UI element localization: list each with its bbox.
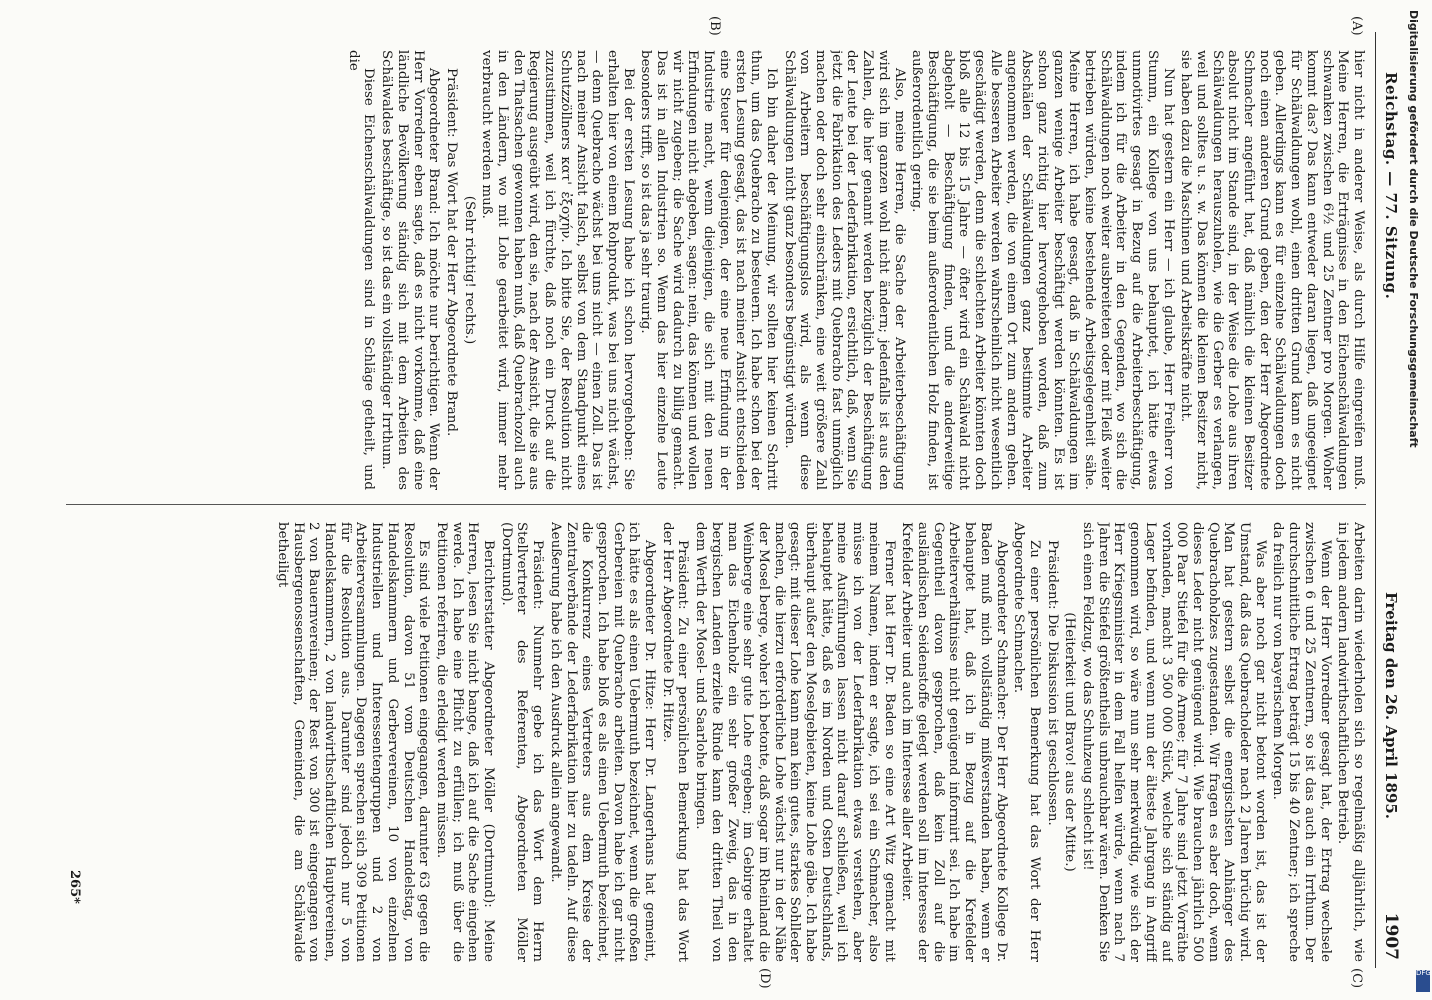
- rotated-newspaper-sheet: [32, 10, 1412, 990]
- paragraph: Arbeiten darin wiederholen sich so regelmäßig alljährlich, wie in jedem andern landwirthschaftlichen Betrieb.: [1335, 522, 1366, 962]
- paragraph: Präsident: Das Wort hat der Herr Abgeordnete Brand.: [443, 68, 459, 437]
- header-page-number: 1907: [1381, 912, 1401, 960]
- paragraph: Wenn der Herr Vorredner gesagt hat, der Ertrag wechsele zwischen 6 und 25 Zentnern, so ist das auch ein Irrthum. Der durchschnittliche Ertrag beträgt 15 bis 40 Zentner; ich spreche da freilich nur von bayerischem Morgen.: [1270, 522, 1333, 962]
- paragraph: Nun hat gestern ein Herr — ich glaube, Herr Freiherr von Stumm, ein Kollege von uns behauptet, ich hätte etwas unmotivirtes gesagt in Bezug auf die Arbeiterbeschäftigung, indem ich für die Arbeiter in den Gegenden, wo sich die Schälwaldungen noch weiter ausbreiteten oder mit Fleiß weiter betrieben würden, keine bestehende Arbeitsgelegenheit sähe. Meine Herren, ich habe gesagt, daß in Schälwaldungen im ganzen wenige Arbeiter beschäftigt werden könnten. Es ist schon ganz richtig hier hervorgehoben worden, daß zum Abschälen der Schälwaldungen ganz bestimmte Arbeiter angenommen werden, die von einem Ort zum andern gehen. Alle besseren Arbeiter werden wahrscheinlich nicht wesentlich geschädigt werden, denn die schlechten Arbeiter könnten doch bloß alle 12 bis 15 Jahre — öfter wird ein Schälwald nicht abgeholt — Beschäftigung finden, und die anderweitige Beschäftigung, die sie beim außerordentlichen Holz finden, ist außerordentlich gering.: [909, 50, 1176, 490]
- dfg-logo-icon: DFG: [1416, 970, 1430, 992]
- column-divider: [66, 504, 1366, 505]
- paragraph: Diese Eichenschälwaldungen sind in Schläge getheilt, und die: [345, 50, 377, 490]
- paragraph: Also, meine Herren, die Sache der Arbeiterbeschäftigung wird sich im ganzen wohl nicht ändern; jedenfalls ist aus den Zahlen, die hier genannt werden bezüglich der Beschäftigung der Leute bei der Lederfabrikation, ersichtlich, daß, wenn Sie jetzt die Fabrikation des Leders mit Quebracho fast unmöglich machen oder doch sehr einschränken, eine weit größere Zahl von Arbeitern beschäftigungslos wird, als wenn diese Schälwaldungen nicht ganz besonders begünstigt würden.: [781, 50, 907, 490]
- paragraph: Bei der ersten Lesung habe ich schon hervorgehoben: Sie erhalten hier von einem Rohprodukt, was bei uns nicht wächst, — denn Quebracho wächst bei uns nicht — einen Zoll. Das ist nach meiner Ansicht falsch, selbst von dem Standpunkt eines Schutzzöllners κατ' ἐξοχήν. Ich bitte Sie, der Resolution nicht zuzustimmen, weil ich fürchte, daß noch ein Druck auf die Regierung ausgeübt wird, den sie, nach der Ansicht, die sie aus den Thatsachen gewonnen haben muß, daß Quebrachozoll auch in den Ländern, wo mit Lohe gearbeitet wird, immer mehr verbraucht werden muß.: [479, 50, 636, 490]
- paragraph: Berichterstatter Abgeordneter Möller (Dortmund): Meine Herren, lesen Sie nicht bange, daß ich auf die Sache eingehen werde. Ich habe eine Pflicht zu erfüllen; ich muß über die Petitionen referiren, die erledigt werden müssen.: [433, 522, 497, 962]
- sheet-signature: 265*: [67, 870, 82, 904]
- paragraph: Abgeordneter Brand: Ich möchte nur berichtigen. Wenn der Herr Vorredner eben sagte, daß es nicht vorkomme, daß eine ländliche Bevölkerung ständig sich mit dem Arbeiten des Schälwaldes beschäftige, so ist das ein vollständiger Irrthum.: [379, 50, 442, 490]
- interjection: (Sehr richtig! rechts.): [461, 195, 477, 345]
- paragraph: Zu einer persönlichen Bemerkung hat das Wort der Herr Abgeordnete Schmacher.: [1011, 522, 1042, 962]
- paragraph: Abgeordneter Schmacher: Der Herr Abgeordnete Kollege Dr. Baden muß mich vollständig mißverstanden haben, wenn er behauptet hat, daß ich in Bezug auf die Krefelder Arbeiterverhältnisse nicht genügend informirt sei. Ich habe im Gegentheil davon gesprochen, daß kein Zoll auf die ausländischen Seidenstoffe gelegt werden soll im Interesse der Krefelder Arbeiter und auch im Interesse aller Arbeiter.: [899, 522, 1009, 962]
- paragraph: hier nicht in anderer Weise, als durch Hilfe eingreifen muß. Meine Herren, die Erträgnisse in den Eichenschälwaldungen schwanken zwischen 6½ und 25 Zentner pro Morgen. Woher kommt das? Das kann entweder daran liegen, daß ungeeignet für Schälwaldungen wohl, einen dritten Grund kann es nicht geben. Allerdings kann es für einzelne Schälwaldungen doch noch einen anderen Grund geben, den der Herr Abgeordnete Schmacher angeführt hat, daß nämlich die kleinen Besitzer absolut nicht im Stande sind, in der Weise die Lohe aus ihren Schälwaldungen herauszuholen, wie die Gerber es verlangen, weil und solltes u. s. w. Das können die kleinen Besitzer nicht, sie haben dazu die Maschinen und Arbeitskräfte nicht.: [1178, 50, 1366, 490]
- paragraph: Präsident: Die Diskussion ist geschlossen.: [1044, 540, 1060, 826]
- paragraph: Ferner hat Herr Dr. Baden so eine Art Witz gemacht mit meinem Namen, indem er sagte, ich sei ein Schmacher, also müsse ich von der Lederfabrikation etwas verstehen, aber meine Ausführungen lassen nicht darauf schließen, weil ich behauptet hätte, daß es im Norden und Osten Deutschlands, überhaupt außer den Moselgebieten, keine Lohe gäbe. Ich habe gesagt: mit dieser Lohe kann man kein gutes, starkes Sohlleder machen, die hierzu erforderliche Lohe wächst nur in der Nähe der Mosel berge, woher ich betonte, daß sogar im Rheinland die Weinberge eine sehr gute Lohe ergeben; im Gebirge erhaltet man das Eichenholz ein sehr großer Zweig, das in den bergischen Landen erzielte Rinde kann den dritten Theil von dem Werth der Mosel- und Saarlohe bringen.: [693, 522, 897, 962]
- paragraph: Präsident: Zu einer persönlichen Bemerkung hat das Wort der Herr Abgeordnete Dr. Hitze.: [659, 522, 691, 962]
- digitization-footer: [1392, 0, 1432, 1000]
- paragraph: Was aber noch gar nicht betont worden ist, das ist der Umstand, daß das Quebracholeder nach 2 Jahren brüchig wird. Man hat gestern selbst die energischsten Anhänger des Quebrachoholzes zugestanden. Wir fragen es aber doch, wenn dieses Leder nicht genügend wird. Wie brauchen jährlich 500 000 Paar Stiefel für die Armee; für 7 Jahre sind jetzt Vorräthe vorhanden, macht 3 500 000 Stück, welche sich ständig auf Lager befinden, und wenn nun der älteste Jahrgang in Angriff genommen wird, so wäre nun sehr merkwürdig, wie sich der Herr Kriegsminister in dem Fall helfen würde, wenn nach 7 Jahren die Stiefel größtentheils unbrauchbar wären. Denken Sie sich einen Feldzug, wo das Schuhzeug schlecht ist!: [1080, 522, 1268, 962]
- digitization-note: Digitalisierung gefördert durch die Deutsche Forschungsgemeinschaft: [1407, 10, 1420, 448]
- left-column: [66, 50, 1366, 490]
- margin-mark-b: (B): [707, 16, 722, 36]
- right-column: [66, 522, 1366, 962]
- paragraph: Es sind viele Petitionen eingegangen, darunter 63 gegen die Resolution, davon 51 vom Deutschen Handelstag, von Handelskammern und Gerbervereinen, 10 von einzelnen Industriellen und Interessentengruppen und 2 von Arbeiterversammlungen. Dagegen sprechen sich 309 Petitionen für die Resolution aus. Darunter sind jedoch nur 5 von Handelskammern, 2 von landwirthschaftlichen Hauptvereinen, 2 von Bauernvereinen; der Rest von 300 ist eingegangen von Hausbergenossenschaften, Gemeinden, die am Schälwalde betheiligt: [274, 522, 432, 962]
- header-session: Reichstag. — 77. Sitzung.: [1382, 72, 1400, 300]
- header-date: Freitag den 26. April 1895.: [1382, 592, 1400, 819]
- margin-mark-c: (C): [1349, 968, 1364, 989]
- paragraph: Abgeordneter Dr. Hitze: Herr Dr. Langerhans hat gemeint, ich hätte es als einen Uebermuth bezeichnet, wenn die großen Gerbereien mit Quebracho arbeiten. Davon habe ich gar nicht gesprochen. Ich habe bloß es als einen Uebermuth bezeichnet, die Konkurrenz eines Vertreters aus dem Kreise der Zentralverbände der Lederfabrikation hier zu tadeln. Auf diese Aeußerung habe ich den Ausdruck allein angewandt.: [547, 522, 658, 962]
- paragraph: Ich bin daher der Meinung, wir sollten hier keinen Schritt thun, um das Quebracho zu besteuern. Ich habe schon bei der ersten Lesung gesagt, das ist nach meiner Ansicht entschieden eine Steuer für denjenigen, der eine neue Erfindung in der Industrie macht, wenn diejenigen, die sich mit den neuen Erfindungen nicht abgeben, sagen: nein, das können und wollen wir nicht zugeben; die Sache wird dadurch zu billig gemacht. Das ist in allen Industrien so. Wenn das hier einzelne Leute besonders trifft, so ist das ja sehr traurig.: [638, 50, 779, 490]
- margin-mark-a: (A): [1349, 16, 1364, 36]
- paragraph: Präsident: Nunmehr gebe ich das Wort dem Herrn Stellvertreter des Referenten, Abgeordneten Möller (Dortmund).: [498, 522, 546, 962]
- interjection: (Heiterkeit und Bravo! aus der Mitte.): [1062, 612, 1078, 872]
- margin-mark-d: (D): [757, 968, 772, 989]
